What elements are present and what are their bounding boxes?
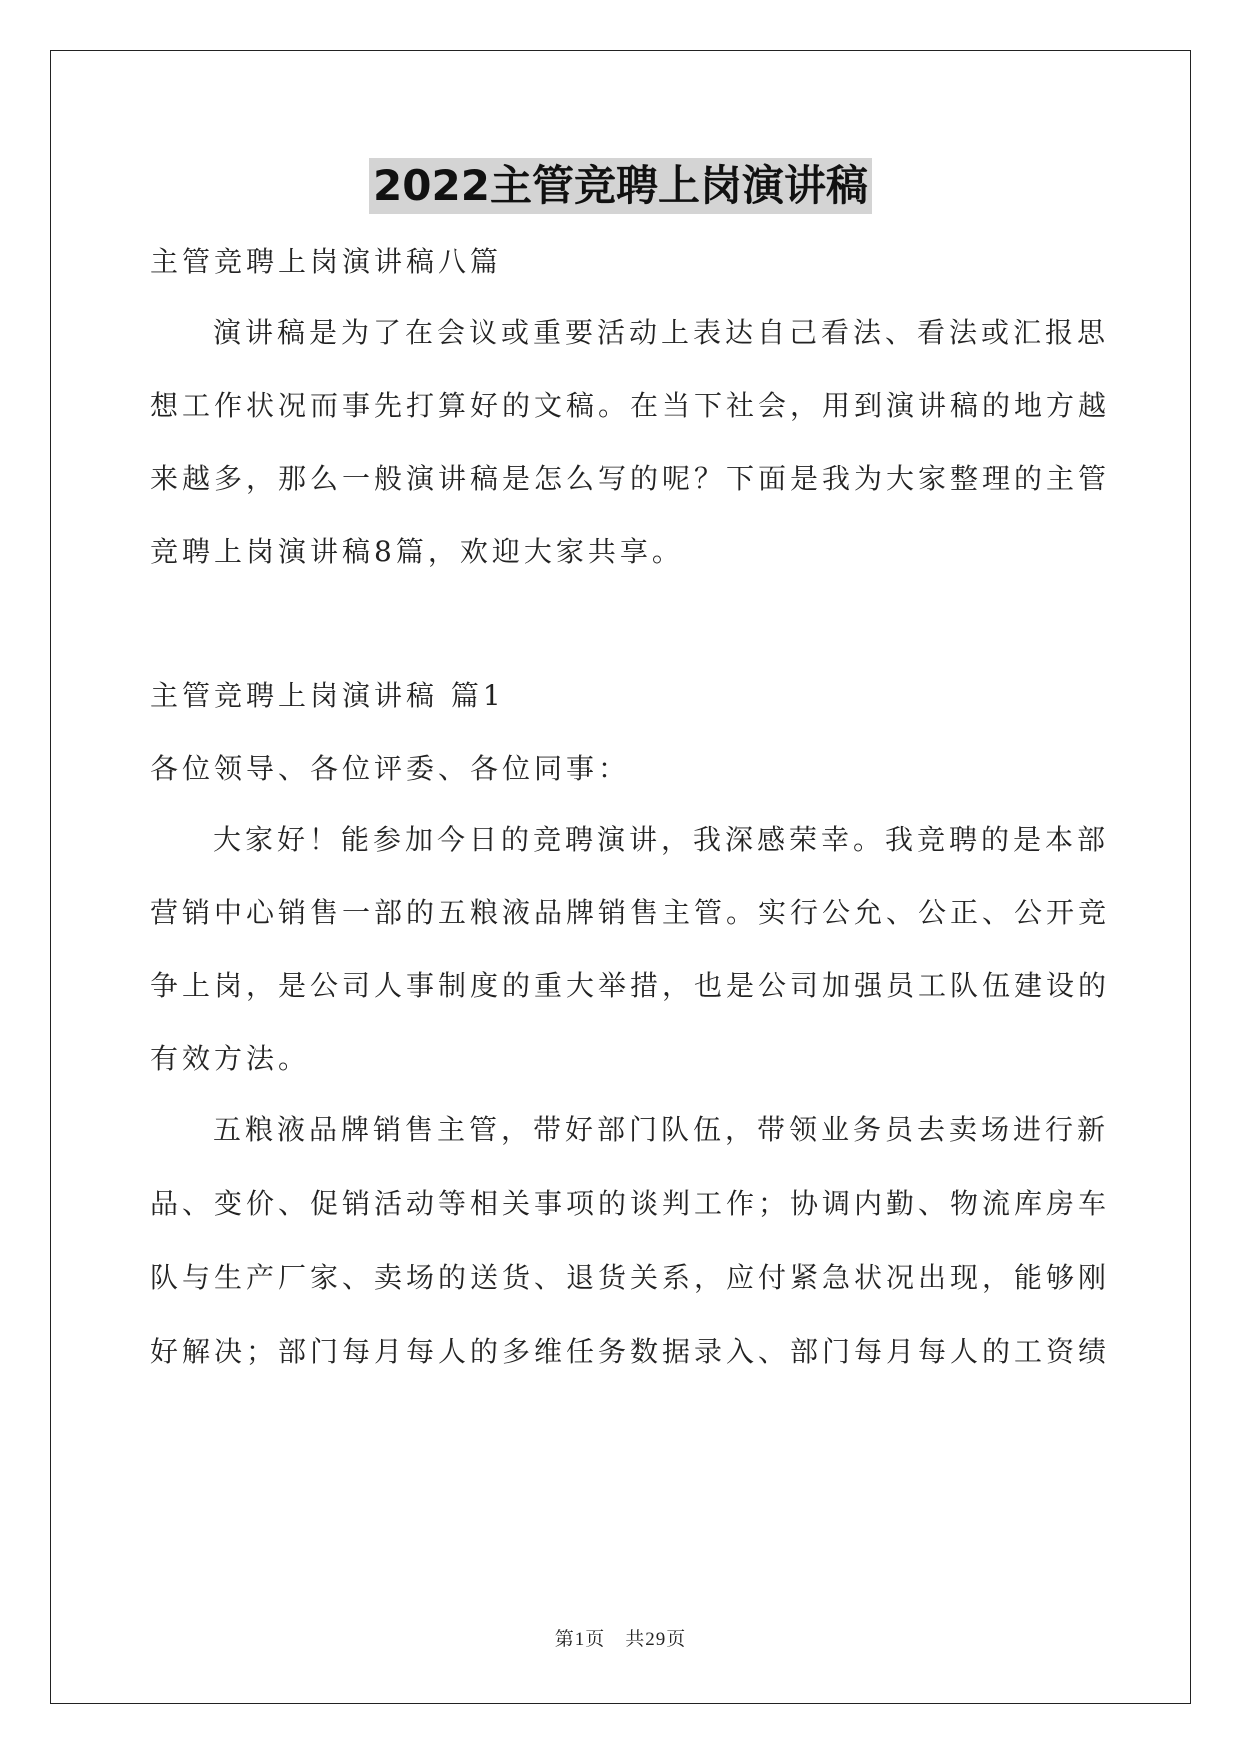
page-border xyxy=(50,50,1191,1704)
body-paragraph-line: 五粮液品牌销售主管，带好部门队伍，带领业务员去卖场进行新 xyxy=(213,1113,1110,1146)
intro-paragraph-line: 竞聘上岗演讲稿8篇，欢迎大家共享。 xyxy=(150,535,684,568)
body-paragraph-line: 大家好！能参加今日的竞聘演讲，我深感荣幸。我竞聘的是本部 xyxy=(213,823,1110,856)
section-heading: 主管竞聘上岗演讲稿 篇1 xyxy=(150,679,505,712)
salutation-line: 各位领导、各位评委、各位同事： xyxy=(150,752,631,785)
page-number-footer: 第1页 共29页 xyxy=(554,1629,687,1650)
document-title: 2022主管竞聘上岗演讲稿 xyxy=(369,158,872,214)
intro-paragraph-line: 来越多，那么一般演讲稿是怎么写的呢？下面是我为大家整理的主管 xyxy=(150,462,1111,495)
subtitle-line: 主管竞聘上岗演讲稿八篇 xyxy=(150,245,503,278)
body-paragraph-line: 营销中心销售一部的五粮液品牌销售主管。实行公允、公正、公开竞 xyxy=(150,896,1111,929)
body-paragraph-line: 有效方法。 xyxy=(150,1042,311,1075)
intro-paragraph-line: 想工作状况而事先打算好的文稿。在当下社会，用到演讲稿的地方越 xyxy=(150,389,1111,422)
body-paragraph-line: 品、变价、促销活动等相关事项的谈判工作；协调内勤、物流库房车 xyxy=(150,1187,1111,1220)
body-paragraph-line: 争上岗，是公司人事制度的重大举措，也是公司加强员工队伍建设的 xyxy=(150,969,1111,1002)
intro-paragraph-line: 演讲稿是为了在会议或重要活动上表达自己看法、看法或汇报思 xyxy=(213,316,1110,349)
title-container xyxy=(0,158,1241,214)
body-paragraph-line: 队与生产厂家、卖场的送货、退货关系，应付紧急状况出现，能够刚 xyxy=(150,1261,1111,1294)
body-paragraph-line: 好解决；部门每月每人的多维任务数据录入、部门每月每人的工资绩 xyxy=(150,1335,1111,1368)
